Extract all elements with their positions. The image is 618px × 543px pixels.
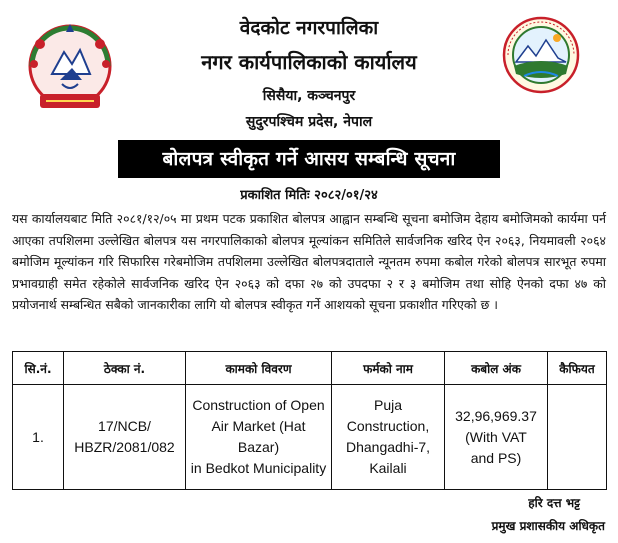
header-bid-amount: कबोल अंक [445, 352, 548, 385]
table-header-row [13, 352, 607, 385]
notice-body: यस कार्यालयबाट मिति २०८१/१२/०५ मा प्रथम पटक प्रकाशित बोलपत्र आह्वान सम्बन्धि सूचना बमोजिम देहाय बमोजिमको कार्यमा पर्न आएका तपशिलमा उल्लेखित बोलपत्र यस नगरपालिकाको बोलपत्र मूल्यांकन समितिले सार्वजनिक खरिद ऐन २०६३, नियमावली २०६४ बमोजिम मूल्यांकन गरि सिफारिस गरेबमोजिम तपशिलमा उल्लेखित बोलपत्रदाताले न्यूनतम रुपमा कबोल गरेको बोलपत्र सारभूत रुपमा प्रभावग्राही समेत रहेकोले सार्वजनिक खरिद ऐन २०६३ को दफा २७ को उपदफा २ र ३ बमोजिम तथा सोहि ऐनको दफा ४७ को प्रयोजनार्थ सम्बन्धित सबैको जानकारीका लागि यो बोलपत्र स्वीकृत गर्ने आशयको सूचना प्रकाशीत गरिएको छ । [12, 211, 606, 313]
province-country: सुदुरपश्चिम प्रदेस, नेपाल [245, 114, 373, 130]
cell-bid-amount: 32,96,969.37 (With VAT and PS) [445, 385, 548, 490]
cell-remarks [548, 385, 607, 490]
header-contract-no: ठेक्का नं. [64, 352, 186, 385]
table-row [13, 385, 607, 490]
cell-work-description: Construction of Open Air Market (Hat Bazar) in Bedkot Municipality [186, 385, 332, 490]
cell-serial-no: 1. [13, 385, 64, 490]
signatory-name: हरि दत्त भट्ट [528, 496, 580, 510]
header-remarks: कैफियत [548, 352, 607, 385]
cell-contract-no: 17/NCB/ HBZR/2081/082 [64, 385, 186, 490]
municipality-name: वेदकोट नगरपालिका [239, 17, 379, 39]
header-work-description: कामको विवरण [186, 352, 332, 385]
cell-firm-name: Puja Construction, Dhangadhi-7, Kailali [332, 385, 445, 490]
published-date: प्रकाशित मितिः २०८२/०१/२४ [240, 188, 378, 203]
office-location: सिसैया, कञ्चनपुर [262, 88, 356, 104]
header-firm-name: फर्मको नाम [332, 352, 445, 385]
header-serial-no: सि.नं. [13, 352, 64, 385]
notice-title: बोलपत्र स्वीकृत गर्ने आसय सम्बन्धि सूचना [118, 140, 500, 178]
award-table [12, 351, 607, 490]
signatory-designation: प्रमुख प्रशासकीय अधिकृत [491, 519, 605, 533]
office-name: नगर कार्यपालिकाको कार्यालय [201, 50, 417, 74]
